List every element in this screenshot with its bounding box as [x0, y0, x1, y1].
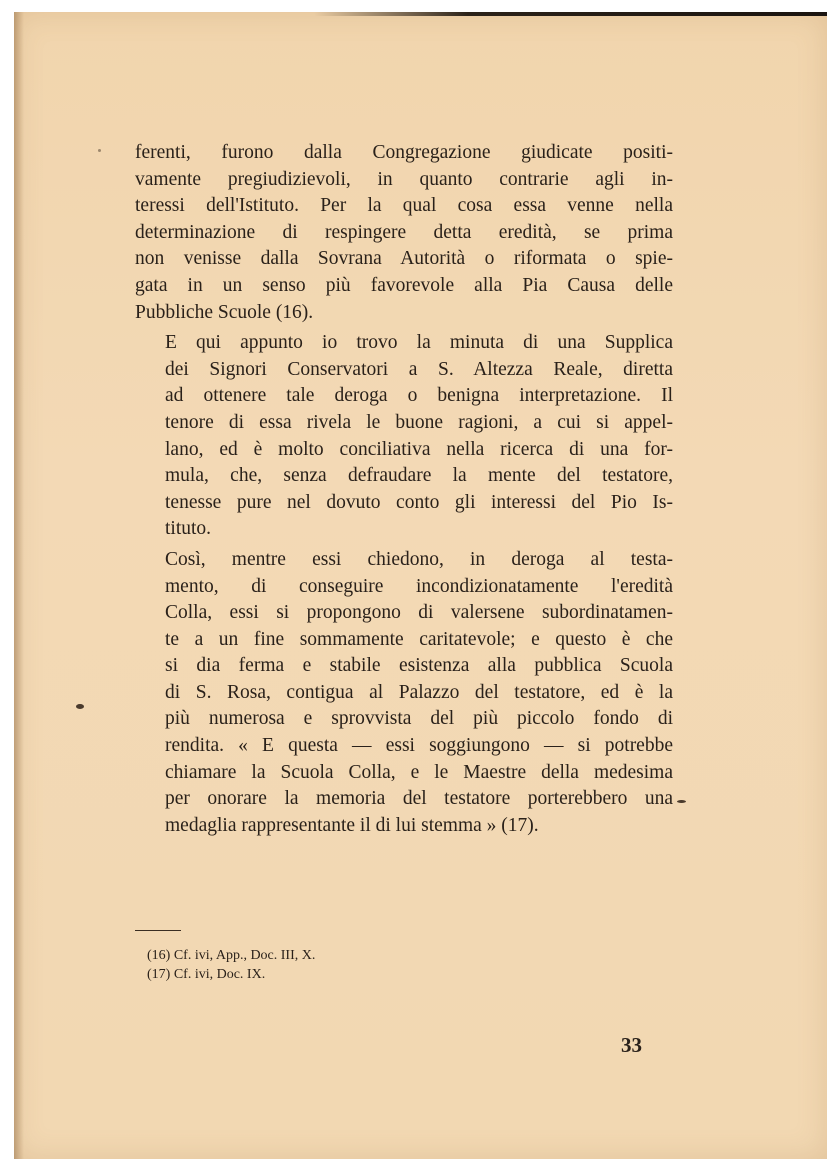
text-line: si dia ferma e stabile esistenza alla pubblica Scuola — [165, 655, 673, 677]
book-page — [14, 12, 827, 1159]
text-line: chiamare la Scuola Colla, e le Maestre della medesima — [165, 761, 673, 783]
page-number: 33 — [621, 1033, 642, 1057]
text-line: tituto. — [165, 518, 212, 540]
paragraph-2 — [135, 330, 673, 543]
page-binding-shadow — [14, 12, 24, 1159]
ink-speck — [76, 704, 84, 709]
text-line: vamente pregiudizievoli, in quanto contrarie agli in- — [135, 168, 673, 190]
text-line: mento, di conseguire incondizionatamente l'eredità — [165, 575, 673, 597]
text-line: gata in un senso più favorevole alla Pia Causa delle — [135, 274, 673, 296]
text-line: dei Signori Conservatori a S. Altezza Reale, diretta — [165, 358, 673, 380]
footnotes — [147, 946, 315, 984]
text-line: non venisse dalla Sovrana Autorità o riformata o spie- — [135, 248, 673, 270]
text-line: più numerosa e sprovvista del più piccolo fondo di — [165, 708, 673, 730]
text-line: mula, che, senza defraudare la mente del testatore, — [165, 465, 673, 487]
page-top-shadow — [314, 12, 827, 16]
text-line: determinazione di respingere detta eredità, se prima — [135, 221, 673, 243]
footnote-17: (17) Cf. ivi, Doc. IX. — [147, 967, 266, 982]
footnote-16: (16) Cf. ivi, App., Doc. III, X. — [147, 948, 316, 963]
text-line: ad ottenere tale deroga o benigna interpretazione. Il — [165, 385, 673, 407]
text-line: di S. Rosa, contigua al Palazzo del testatore, ed è la — [165, 681, 673, 703]
text-line: lano, ed è molto conciliativa nella ricerca di una for- — [165, 438, 673, 460]
text-line: rendita. « E questa — essi soggiungono — si potrebbe — [165, 735, 673, 757]
paragraph-1 — [135, 140, 673, 326]
text-line: teressi dell'Istituto. Per la qual cosa essa venne nella — [135, 195, 673, 217]
ink-speck — [98, 149, 101, 152]
text-line: te a un fine sommamente caritatevole; e questo è che — [165, 628, 673, 650]
text-line: medaglia rappresentante il di lui stemma » (17). — [165, 814, 539, 836]
text-line: tenore di essa rivela le buone ragioni, a cui si appel- — [165, 411, 673, 433]
ink-speck — [677, 800, 686, 803]
text-line: ferenti, furono dalla Congregazione giudicate positi- — [135, 142, 673, 163]
text-line: E qui appunto io trovo la minuta di una Supplica — [165, 332, 673, 354]
text-line: tenesse pure nel dovuto conto gli interessi del Pio Is- — [165, 491, 673, 513]
text-line: per onorare la memoria del testatore porterebbero una — [165, 788, 673, 810]
paragraph-3 — [135, 547, 673, 840]
body-text — [135, 140, 673, 839]
text-line: Colla, essi si propongono di valersene subordinatamen- — [165, 602, 673, 624]
text-line: Pubbliche Scuole (16). — [135, 301, 314, 323]
text-line: Così, mentre essi chiedono, in deroga al testa- — [165, 548, 673, 570]
footnote-divider — [135, 930, 181, 931]
